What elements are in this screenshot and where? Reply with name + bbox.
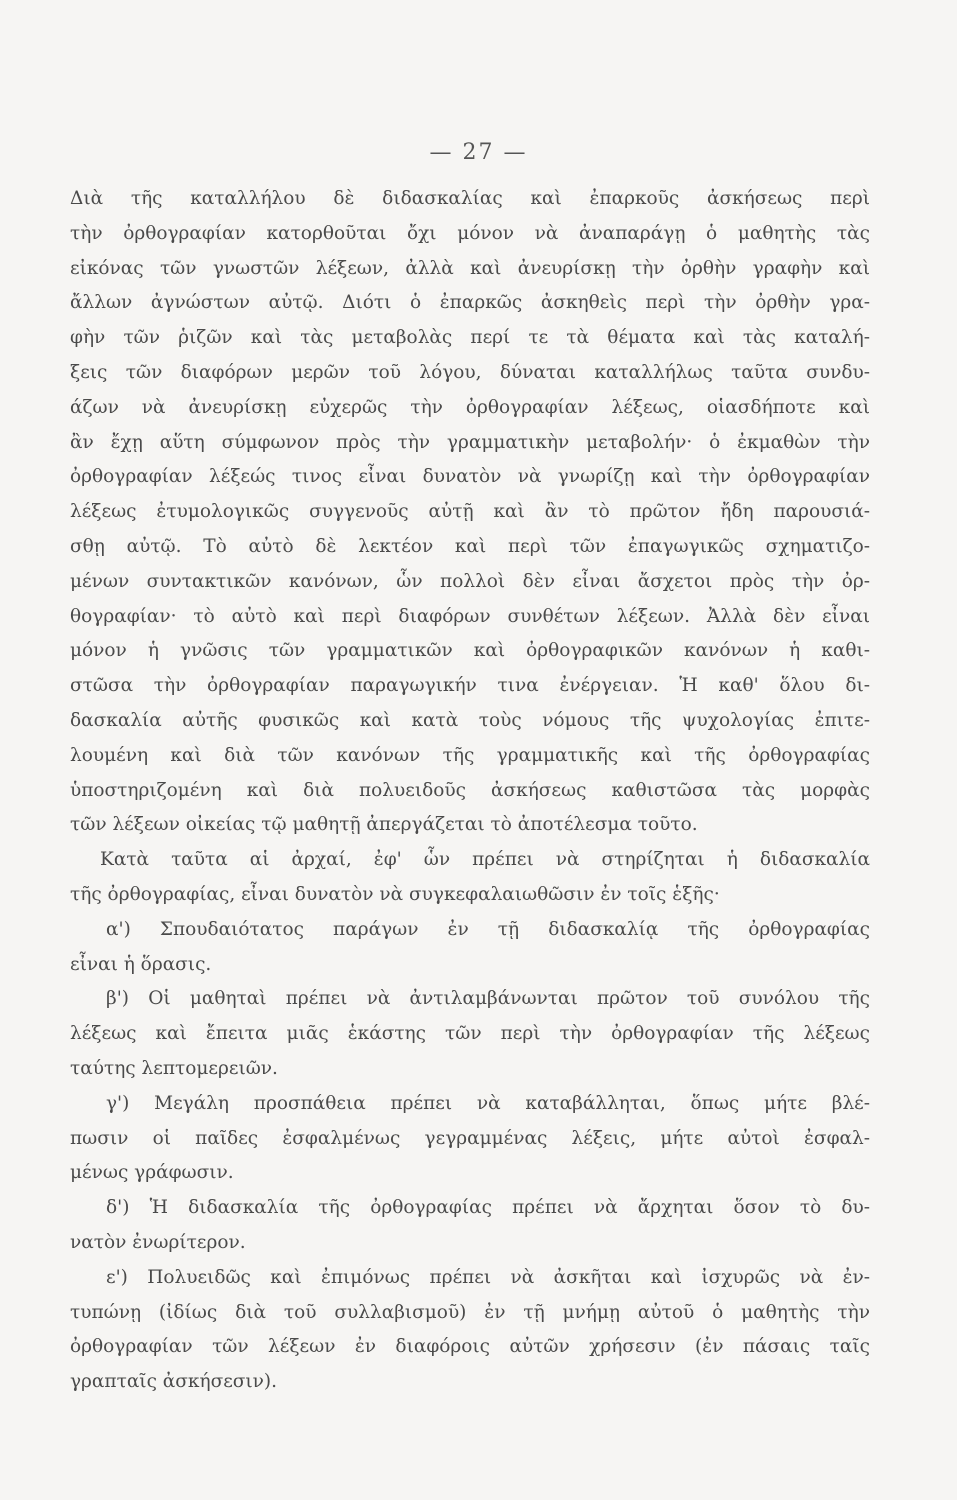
text-line: σθῃ αὐτῷ. Τὸ αὐτὸ δὲ λεκτέον καὶ περὶ τῶν ἐπαγωγικῶς σχηματιζο- <box>70 535 870 557</box>
text-line: μένως γράφωσιν. <box>70 1162 234 1184</box>
text-line: μόνον ἡ γνῶσις τῶν γραμματικῶν καὶ ὀρθογραφικῶν κανόνων ἡ καθι- <box>70 640 870 662</box>
list-item-gamma: γ') Μεγάλη προσπάθεια πρέπει νὰ καταβάλληται, ὅπως μήτε βλέ- <box>106 1092 870 1114</box>
text-line: ξεις τῶν διαφόρων μερῶν τοῦ λόγου, δύναται καταλλήλως ταῦτα συνδυ- <box>70 361 870 383</box>
text-line: ἂν ἔχῃ αὕτη σύμφωνον πρὸς τὴν γραμματικὴν μεταβολήν· ὁ ἐκμαθὼν τὴν <box>70 431 870 453</box>
list-item-alpha: α') Σπουδαιότατος παράγων ἐν τῇ διδασκαλίᾳ τῆς ὀρθογραφίας <box>106 918 870 940</box>
text-line: ἄλλων ἀγνώστων αὐτῷ. Διότι ὁ ἐπαρκῶς ἀσκηθεὶς περὶ τὴν ὀρθὴν γρα- <box>70 292 870 314</box>
text-line: ὀρθογραφίαν τῶν λέξεων ἐν διαφόροις αὐτῶν χρήσεσιν (ἐν πάσαις ταῖς <box>70 1336 870 1358</box>
text-line: ταύτης λεπτομερειῶν. <box>70 1057 278 1079</box>
list-item-beta: β') Οἱ μαθηταὶ πρέπει νὰ ἀντιλαμβάνωνται πρῶτον τοῦ συνόλου τῆς <box>106 988 870 1010</box>
list-item-epsilon: ε') Πολυειδῶς καὶ ἐπιμόνως πρέπει νὰ ἀσκῆται καὶ ἰσχυρῶς νὰ ἐν- <box>106 1266 870 1288</box>
text-line: στῶσα τὴν ὀρθογραφίαν παραγωγικήν τινα ἐνέργειαν. Ἡ καθ' ὅλου δι- <box>70 675 870 697</box>
list-item-delta: δ') Ἡ διδασκαλία τῆς ὀρθογραφίας πρέπει νὰ ἄρχηται ὅσον τὸ δυ- <box>106 1197 870 1219</box>
body-text <box>70 182 870 1400</box>
text-line: εἰκόνας τῶν γνωστῶν λέξεων, ἀλλὰ καὶ ἀνευρίσκῃ τὴν ὀρθὴν γραφὴν καὶ <box>70 257 870 279</box>
text-line: λέξεως καὶ ἔπειτα μιᾶς ἑκάστης τῶν περὶ τὴν ὀρθογραφίαν τῆς λέξεως <box>70 1023 870 1045</box>
text-line: φὴν τῶν ῥιζῶν καὶ τὰς μεταβολὰς περί τε τὰ θέματα καὶ τὰς καταλή- <box>70 327 870 349</box>
text-line: ὑποστηριζομένη καὶ διὰ πολυειδοῦς ἀσκήσεως καθιστῶσα τὰς μορφὰς <box>70 779 870 801</box>
text-line: τῆς ὀρθογραφίας, εἶναι δυνατὸν νὰ συγκεφαλαιωθῶσιν ἐν τοῖς ἑξῆς· <box>70 883 720 905</box>
page-number: — 27 — <box>429 140 528 165</box>
text-line: Διὰ τῆς καταλλήλου δὲ διδασκαλίας καὶ ἐπαρκοῦς ἀσκήσεως περὶ <box>70 188 870 209</box>
text-line: θογραφίαν· τὸ αὐτὸ καὶ περὶ διαφόρων συνθέτων λέξεων. Ἀλλὰ δὲν εἶναι <box>70 605 870 627</box>
text-line: δασκαλία αὐτῆς φυσικῶς καὶ κατὰ τοὺς νόμους τῆς ψυχολογίας ἐπιτε- <box>70 709 870 731</box>
text-line: τυπώνῃ (ἰδίως διὰ τοῦ συλλαβισμοῦ) ἐν τῇ μνήμῃ αὐτοῦ ὁ μαθητὴς τὴν <box>70 1301 870 1323</box>
text-line: λουμένη καὶ διὰ τῶν κανόνων τῆς γραμματικῆς καὶ τῆς ὀρθογραφίας <box>70 744 870 766</box>
text-line: εἶναι ἡ ὅρασις. <box>70 953 212 975</box>
text-line: Κατὰ ταῦτα αἱ ἀρχαί, ἐφ' ὧν πρέπει νὰ στηρίζηται ἡ διδασκαλία <box>100 849 870 871</box>
text-line: ὀρθογραφίαν λέξεώς τινος εἶναι δυνατὸν νὰ γνωρίζῃ καὶ τὴν ὀρθογραφίαν <box>70 466 870 488</box>
text-line: τὴν ὀρθογραφίαν κατορθοῦται ὄχι μόνον νὰ ἀναπαράγῃ ὁ μαθητὴς τὰς <box>70 222 870 244</box>
text-line: νατὸν ἐνωρίτερον. <box>70 1231 246 1253</box>
text-line: γραπταῖς ἀσκήσεσιν). <box>70 1371 278 1393</box>
text-line: μένων συντακτικῶν κανόνων, ὧν πολλοὶ δὲν εἶναι ἄσχετοι πρὸς τὴν ὀρ- <box>70 570 870 592</box>
text-line: λέξεως ἐτυμολογικῶς συγγενοῦς αὐτῇ καὶ ἂν τὸ πρῶτον ἤδη παρουσιά- <box>70 501 870 523</box>
text-line: άζων νὰ ἀνευρίσκῃ εὐχερῶς τὴν ὀρθογραφίαν λέξεως, οἱασδήποτε καὶ <box>70 396 870 418</box>
text-line: πωσιν οἱ παῖδες ἐσφαλμένως γεγραμμένας λέξεις, μήτε αὐτοὶ ἐσφαλ- <box>70 1127 870 1149</box>
text-line: τῶν λέξεων οἰκείας τῷ μαθητῇ ἀπεργάζεται τὸ ἀποτέλεσμα τοῦτο. <box>70 814 698 836</box>
